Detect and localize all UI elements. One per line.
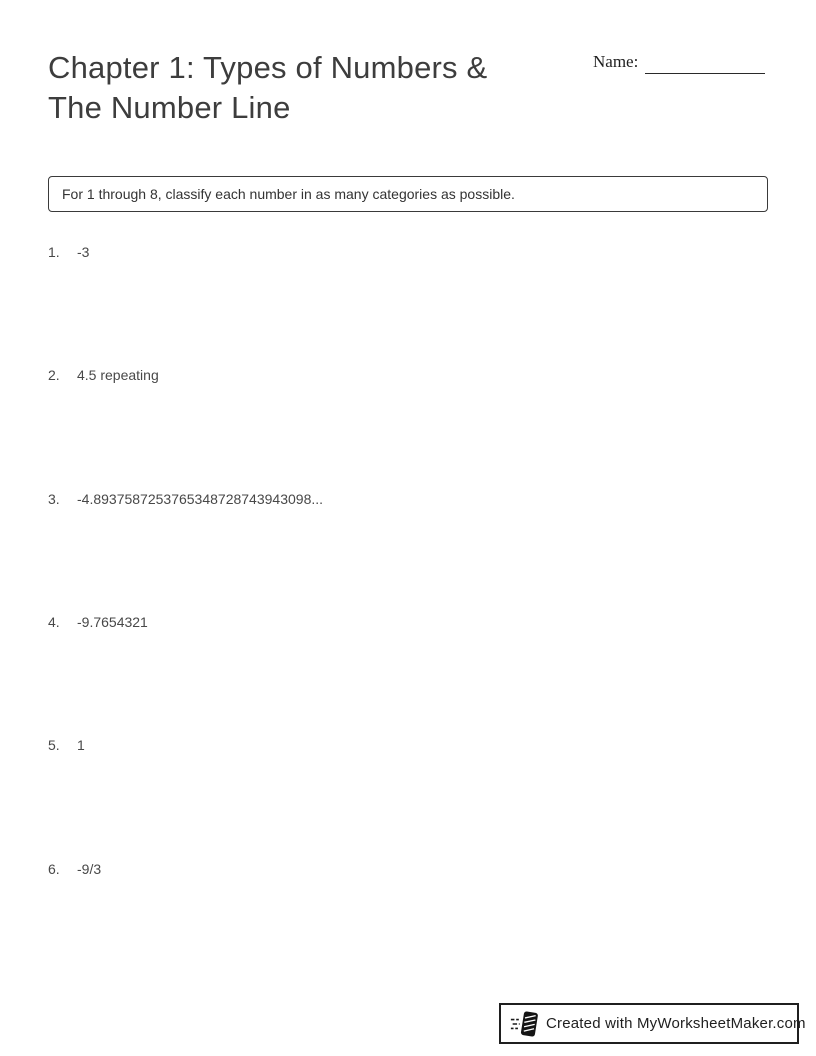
question-4	[48, 614, 148, 631]
question-2	[48, 367, 159, 384]
question-6	[48, 861, 101, 878]
created-with-text: Created with MyWorksheetMaker.com	[546, 1015, 806, 1032]
question-value: -4.8937587253765348728743943098...	[77, 491, 324, 507]
question-value: 4.5 repeating	[77, 367, 159, 383]
question-number: 3.	[48, 491, 60, 507]
instructions-text: For 1 through 8, classify each number in as many categories as possible.	[62, 186, 515, 202]
page-title-line2: The Number Line	[48, 90, 291, 125]
page-title	[48, 48, 588, 128]
instructions-box	[48, 176, 768, 212]
question-value: -9.7654321	[77, 614, 148, 630]
question-number: 5.	[48, 737, 60, 753]
question-value: -3	[77, 244, 90, 260]
question-number: 4.	[48, 614, 60, 630]
name-blank-line	[645, 52, 765, 74]
flying-worksheet-icon	[510, 1009, 540, 1039]
question-value: -9/3	[77, 861, 102, 877]
question-3	[48, 491, 323, 508]
question-number: 1.	[48, 244, 60, 260]
question-1	[48, 244, 89, 261]
name-field	[593, 52, 765, 74]
question-number: 2.	[48, 367, 60, 383]
question-value: 1	[77, 737, 85, 753]
name-label: Name:	[593, 52, 639, 71]
created-with-badge	[499, 1003, 806, 1044]
page-title-line1: Chapter 1: Types of Numbers &	[48, 50, 488, 85]
question-number: 6.	[48, 861, 60, 877]
question-5	[48, 737, 85, 754]
